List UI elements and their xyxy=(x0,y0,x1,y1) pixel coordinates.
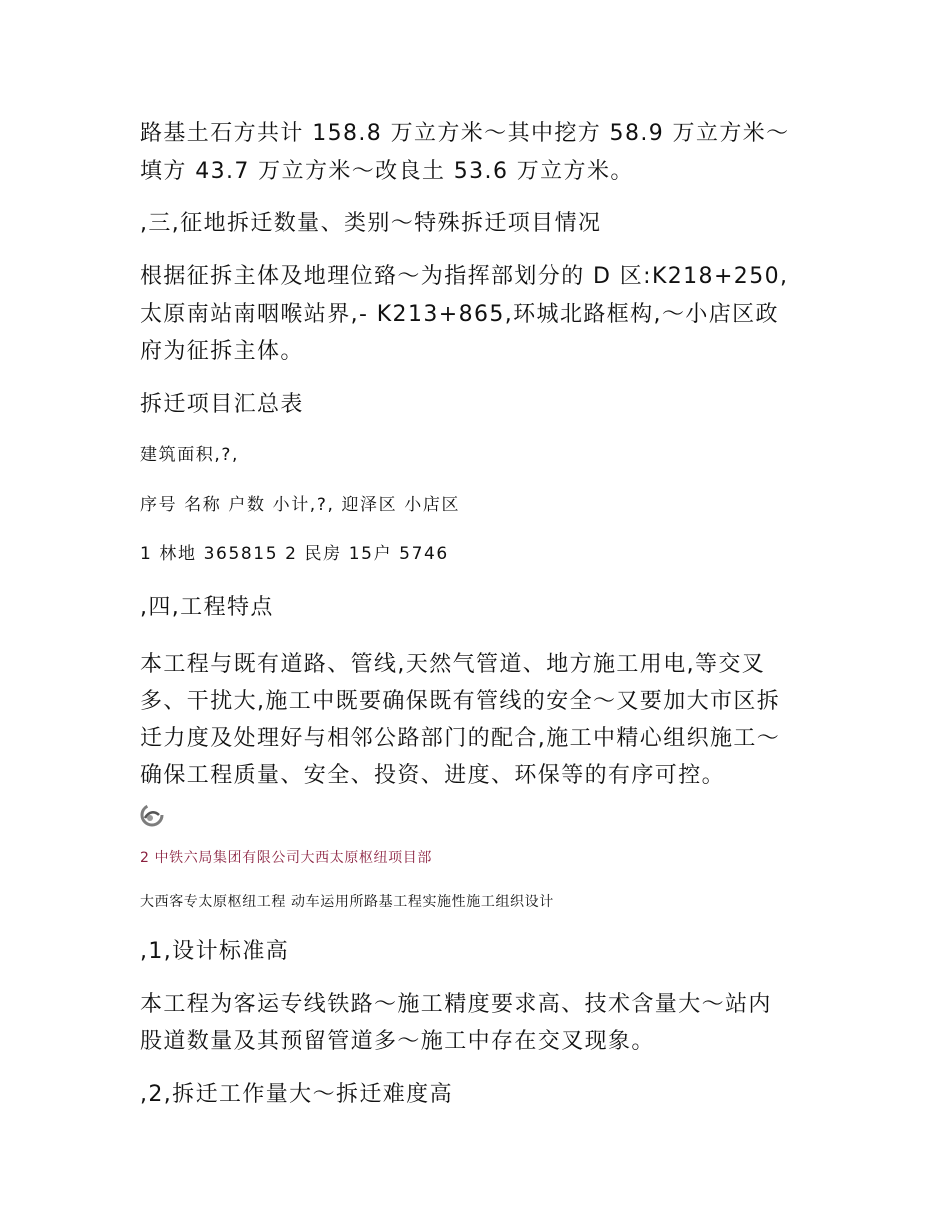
body-text-line: 路基土石方共计 158.8 万立方米～其中挖方 58.9 万立方米～ xyxy=(140,121,790,146)
footer-company: 2 中铁六局集团有限公司大西太原枢纽项目部 xyxy=(140,850,432,866)
table-title: 拆迁项目汇总表 xyxy=(140,392,304,417)
body-text-line: 太原南站南咽喉站界,- K213+865,环城北路框构,～小店区政 xyxy=(140,302,779,327)
body-text-line: 根据征拆主体及地理位臵～为指挥部划分的 D 区:K218+250, xyxy=(140,264,789,289)
section-heading: ,四,工程特点 xyxy=(140,595,274,620)
body-text-line: 本工程为客运专线铁路～施工精度要求高、技术含量大～站内 xyxy=(140,992,772,1017)
body-text-line: 府为征拆主体。 xyxy=(140,339,304,364)
subsection-heading: ,1,设计标准高 xyxy=(140,939,290,964)
table-caption: 建筑面积,?, xyxy=(140,445,240,465)
subsection-heading: ,2,拆迁工作量大～拆迁难度高 xyxy=(140,1082,453,1107)
running-header: 大西客专太原枢纽工程 动车运用所路基工程实施性施工组织设计 xyxy=(140,894,554,910)
table-header-row: 序号 名称 户数 小计,?, 迎泽区 小店区 xyxy=(140,495,461,515)
section-heading: ,三,征地拆迁数量、类别～特殊拆迁项目情况 xyxy=(140,211,602,236)
body-text-line: 股道数量及其预留管道多～施工中存在交叉现象。 xyxy=(140,1029,655,1054)
body-text-line: 确保工程质量、安全、投资、进度、环保等的有序可控。 xyxy=(140,763,726,788)
body-text-line: 迁力度及处理好与相邻公路部门的配合,施工中精心组织施工～ xyxy=(140,726,781,751)
body-text-line: 本工程与既有道路、管线,天然气管道、地方施工用电,等交叉 xyxy=(140,652,766,677)
body-text-line: 填方 43.7 万立方米～改良土 53.6 万立方米。 xyxy=(140,159,634,184)
company-logo-icon xyxy=(140,803,164,827)
body-text-line: 多、干扰大,施工中既要确保既有管线的安全～又要加大市区拆 xyxy=(140,689,781,714)
table-row: 1 林地 365815 2 民房 15户 5746 xyxy=(140,544,449,564)
